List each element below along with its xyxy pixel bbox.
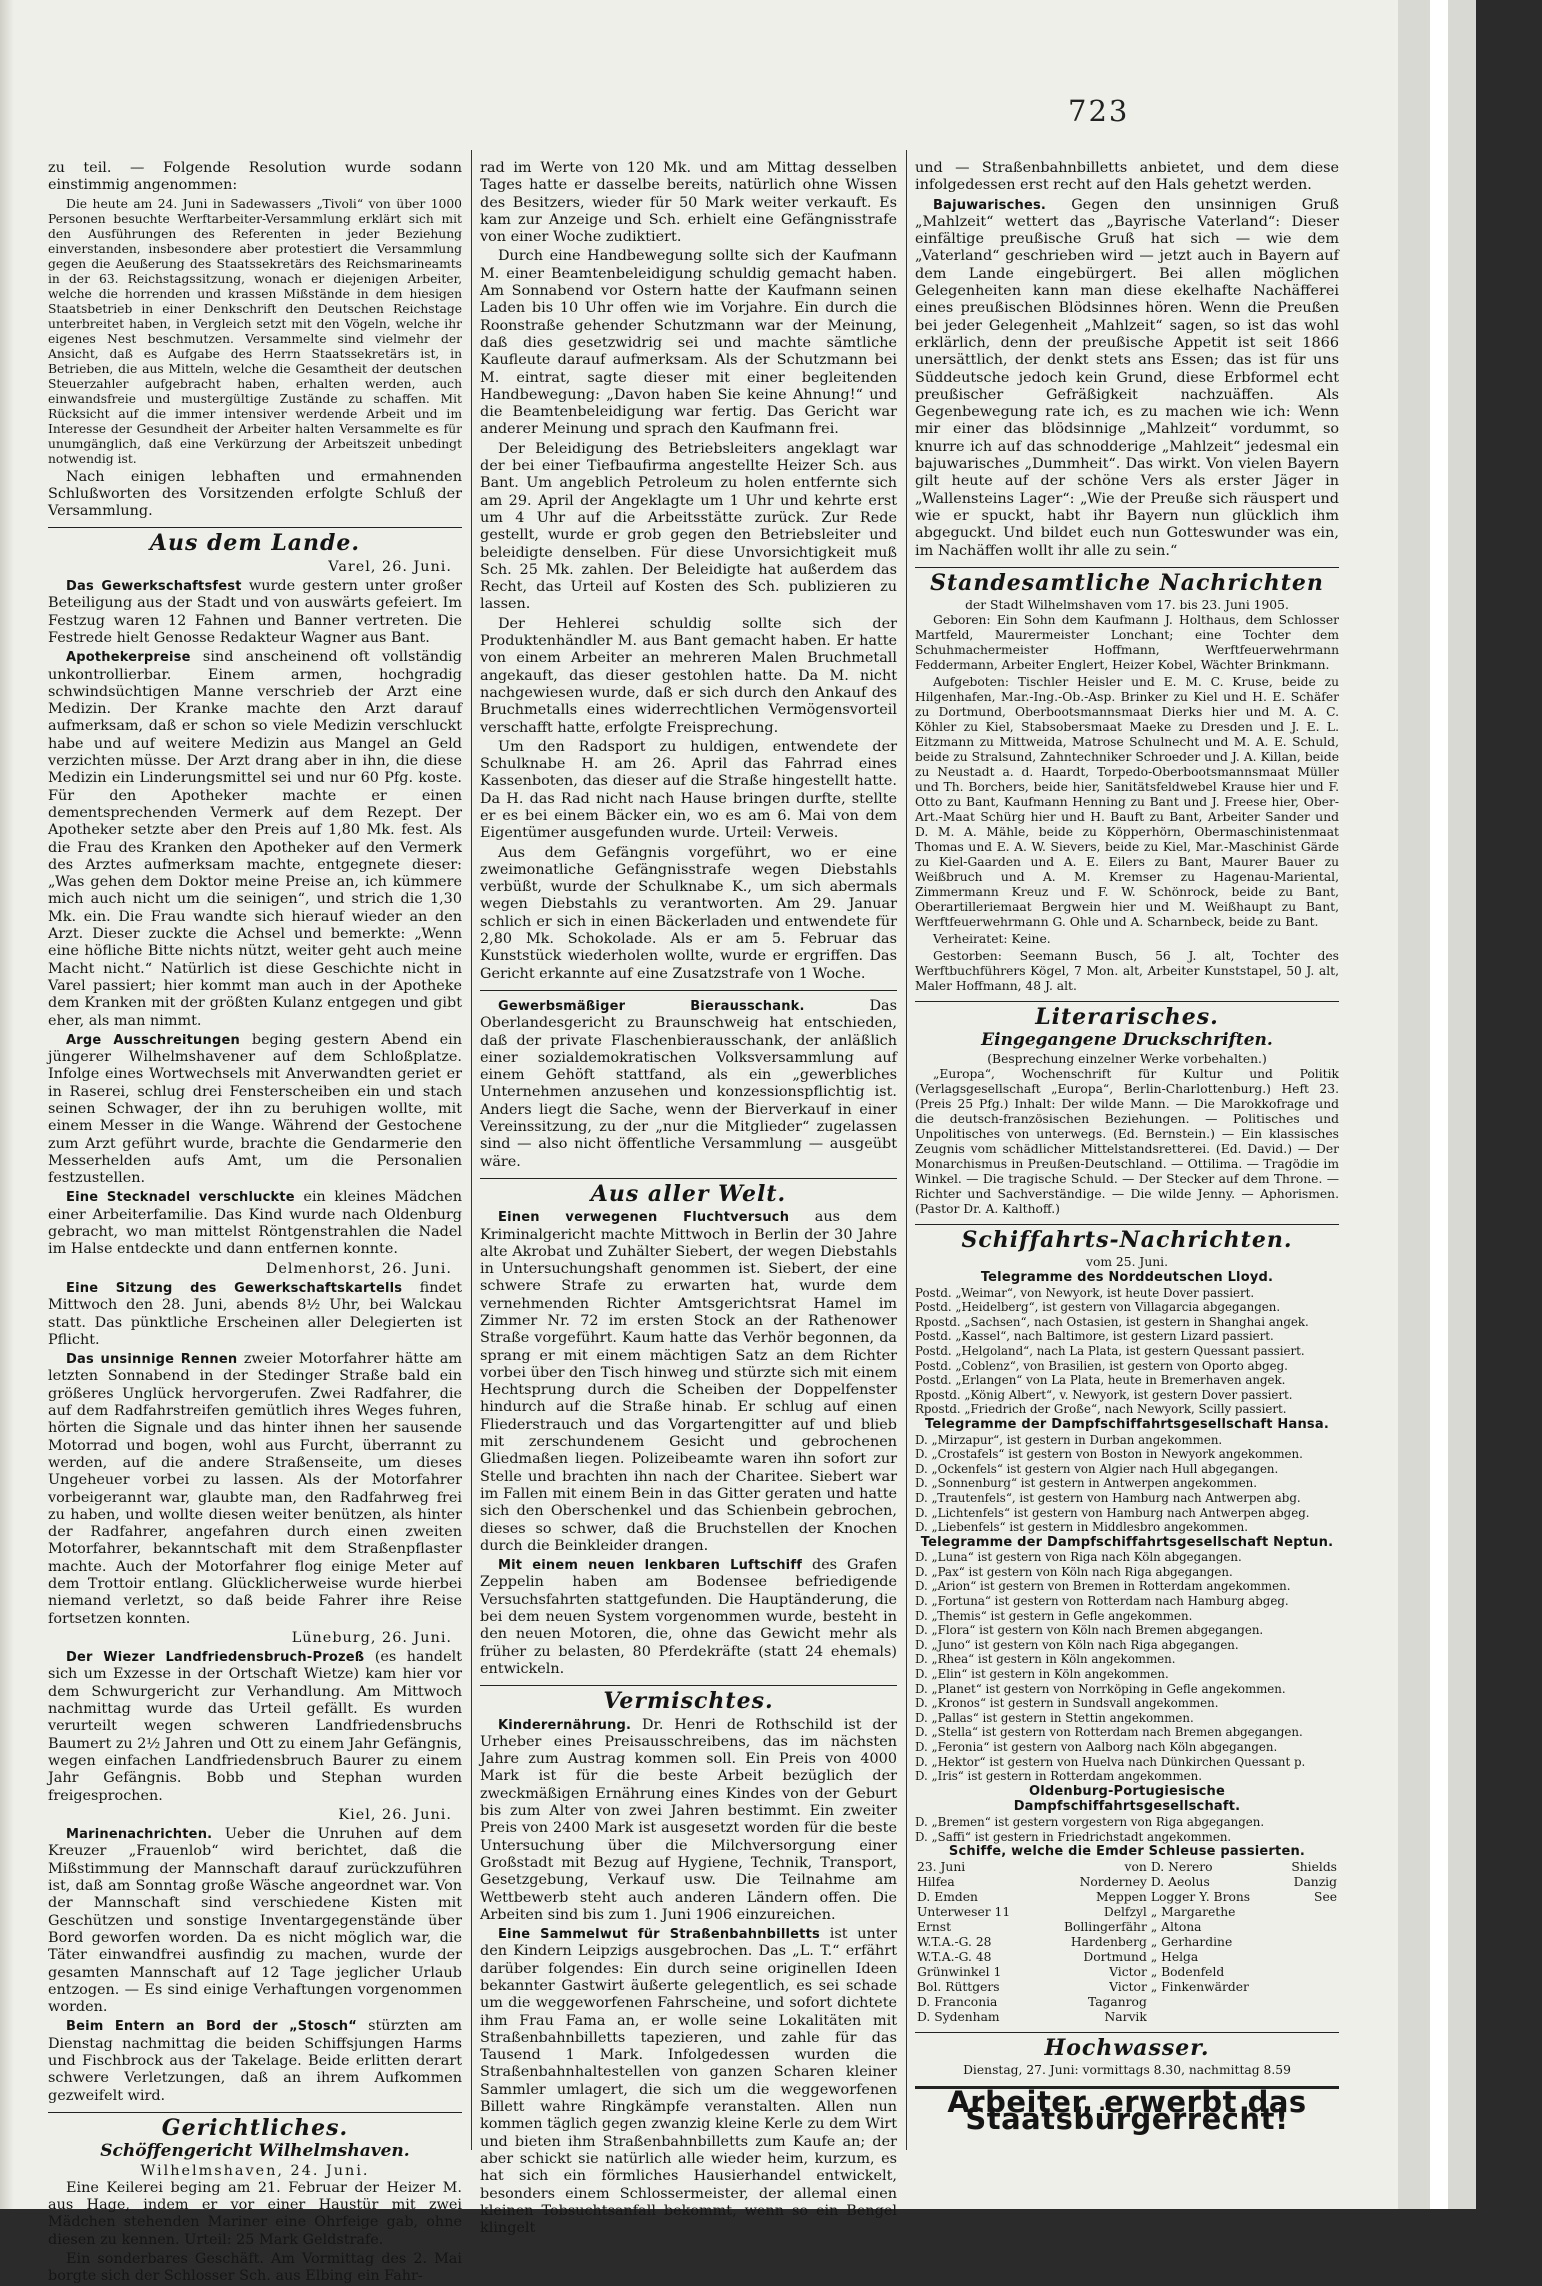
dateline-text: Lüneburg, 26. Juni. xyxy=(291,1629,452,1646)
dateline-text: Kiel, 26. Juni. xyxy=(338,1806,452,1823)
table-cell: „ Bodenfeld xyxy=(1150,1964,1225,1979)
standesamt-aufgeboten: Aufgeboten: Tischler Heisler und E. M. C. Kruse, beide zu Hilgenhafen, Mar.-Ing.-Ob.-Asp. Brinker zu Kiel und H. E. Schäfer zu Dortmund, Oberbootsmannsmaat Dierks hier und M. A. C. Köhler zu Kiel, Stabsobersmaat Maeke zu Dresden und J. E. L. Eitzmann zu Mittweida, Matrose Schulnecht und M. A. E. Schuld, beide zu Stralsund, Zahntechniker Schroeder und J. A. Killan, beide zu Neustadt a. d. Haardt, Torpedo-Oberbootsmannsmaat Müller und Th. Borchers, beide hier, Sanitätsfeldwebel Krause hier und F. Otto zu Bant, Kaufmann Henning zu Bant und J. Freese hier, Ober-Art.-Maat Schürg hier und H. Bauft zu Bant, Arbeiter Sander und D. M. A. Mähle, beide zu Köpperhörn, Obermaschinistenmaat Thomas und E. A. W. Sievers, beide zu Kiel, Mar.-Maschinist Gärde zu Kiel-Gaarden und A. E. Eilers zu Bant, Maurer Bauer zu Weißbruch und A. M. Kremser zu Hagenau-Mariental, Zimmermann Kreuz und F. W. Schönrock, beide zu Bant, Oberartilleriemaat Bergwein hier und M. Weißhaupt zu Bant, Werftfeuerwehrmann G. Ohle und A. Scharnbeck, beide zu Bant. xyxy=(915,675,1339,930)
table-cell: Bollingerfähr xyxy=(1063,1919,1147,1934)
paragraph: rad im Werte von 120 Mk. und am Mittag desselben Tages hatte er dasselbe bereits, natürlich ohne Wissen des Besitzers, wieder für 50 Mark weiter verkauft. Es kam zur Anzeige und Sch. erhielt eine Gefängnisstrafe von einer Woche zudiktiert. xyxy=(480,160,897,246)
list-item: Postd. „Weimar“, von Newyork, ist heute Dover passiert. xyxy=(915,1285,1255,1300)
table-row xyxy=(915,1965,1339,1980)
column-rule-right xyxy=(906,150,907,2150)
article-landfriedensbruch xyxy=(48,1649,462,1805)
table-cell: Danzig xyxy=(1293,1874,1337,1889)
table-cell: D. Emden xyxy=(917,1889,978,1904)
list-item: D. „Kronos“ ist gestern in Sundsvall angekommen. xyxy=(915,1696,1219,1711)
section-heading-standesamt: Standesamtliche Nachrichten xyxy=(930,569,1324,596)
column-1 xyxy=(48,160,463,2285)
article-beleidigung: Der Beleidigung des Betriebsleiters angeklagt war der bei einer Tiefbaufirma angestellte Heizer Sch. aus Bant. Um angeblich Petroleum zu holen entfernte sich am 29. April der Angeklagte um 1 Uhr und kehrte erst um 4 Uhr auf die Arbeitsstätte zurück. Zur Rede gestellt, wurde er grob gegen den Betriebsleiter und beleidigte denselben. Für diese Unvorsichtigkeit muß Sch. 25 Mk. zahlen. Der Beleidigte hat außerdem das Recht, das Urteil auf Kosten des Sch. publizieren zu lassen. xyxy=(480,440,897,613)
table-cell: Logger Y. Brons xyxy=(1150,1889,1251,1904)
paragraph: zu teil. — Folgende Resolution wurde sodann einstimmig angenommen: xyxy=(48,160,462,194)
article-lead: Gewerbsmäßiger Bierausschank. xyxy=(498,998,805,1014)
table-row xyxy=(915,1860,1339,1875)
article-keilerei: Eine Keilerei beging am 21. Februar der Heizer M. aus Hage, indem er vor einer Haustür mit zwei Mädchen stehenden Mariner eine Ohrfeige gab, ohne diesen zu kennen. Urteil: 25 Mark Geldstrafe. xyxy=(48,2179,462,2248)
article-lead: Kinderernährung. xyxy=(498,1717,632,1733)
section-heading-aus-aller-welt: Aus aller Welt. xyxy=(590,1180,787,1207)
list-item: Postd. „Heidelberg“, ist gestern von Villagarcia abgegangen. xyxy=(915,1300,1281,1315)
table-cell xyxy=(1277,1935,1339,1950)
table-cell: Hardenberg xyxy=(1070,1934,1147,1949)
table-row xyxy=(915,1905,1339,1920)
article-lead: Das Gewerkschaftsfest xyxy=(66,579,242,595)
section-heading-schiffahrt: Schiffahrts-Nachrichten. xyxy=(961,1226,1293,1253)
article-hehlerei: Der Hehlerei schuldig sollte sich der Produktenhändler M. aus Bant gemacht haben. Er hatte von einem Arbeiter an mehreren Malen Bruchmetall angekauft, das dieser gestohlen hatte. Da M. nicht nachgewiesen wurde, daß er sich durch den Ankauf des Bruchmetalls eines widerrechtlichen Vermögensvorteil verschafft hatte, erfolgte Freisprechung. xyxy=(480,615,897,736)
table-cell: D. Nerero xyxy=(1150,1859,1213,1874)
table-cell: „ Altona xyxy=(1150,1919,1202,1934)
table-row xyxy=(915,2010,1339,2025)
table-cell: 23. Juni xyxy=(917,1859,966,1874)
table-cell xyxy=(1277,1950,1339,1965)
article-body: zweier Motorfahrer hätte am letzten Sonnabend in der Stedinger Straße bald ein größeres Unglück hervorgerufen. Zwei Radfahrer, die auf dem Radfahrstreifen gemütlich ihres Weges fuhren, hörten die Signale und das hinter ihnen her sausende Motorrad und bogen, wohl aus Furcht, überrannt zu werden, auf die andere Straßenseite, um dieses Ungeheuer vorbei zu lassen. Als der Motorfahrer vorbeigerannt war, glaubte man, den Radfahrweg frei zu haben, und wollte diesen weiter benützen, als hinter der Radfahrer, angefahren durch einen zweiten Motorfahrer, bekanntschaft mit dem Straßenpflaster machte. Auch der Motorfahrer flog einige Meter auf dem Trottoir entlang. Glücklicherweise wurde hierbei niemand verletzt, so daß beide Fahrer ihre Reise fortsetzen konnten. xyxy=(48,1351,462,1627)
table-cell: Dortmund xyxy=(1083,1949,1147,1964)
telegram-heading-emden xyxy=(915,1844,1339,1860)
subheading-druckschriften: Eingegangene Druckschriften. xyxy=(981,1030,1273,1051)
table-cell: D. Aeolus xyxy=(1150,1874,1210,1889)
table-cell: D. Franconia xyxy=(917,1994,998,2009)
article-body: (es handelt sich um Exzesse in der Ortschaft Wietze) kam hier vor dem Schwurgericht zur Verhandlung. Am Mittwoch nachmittag wurde das Urteil gefällt. Es wurden verurteilt wegen schweren Landfriedensbruchs Baumert zu 2½ Jahren und Ott zu einem Jahr Gefängnis, wegen einfachen Landfriedensbruch Baurer zu einem Jahr Gefängnis. Bobb und Stephan wurden freigesprochen. xyxy=(48,1649,462,1804)
article-lead: Einen verwegenen Fluchtversuch xyxy=(498,1210,790,1226)
article-sonderbares-geschaeft: Ein sonderbares Geschäft. Am Vormittag des 2. Mai borgte sich der Schlosser Sch. aus Elbing ein Fahr- xyxy=(48,2250,462,2285)
slogan-banner: Arbeiter, erwerbt das Staatsbürgerrecht! xyxy=(915,2086,1339,2129)
telegram-heading-lloyd xyxy=(915,1270,1339,1286)
emden-schleuse-table xyxy=(915,1860,1339,2025)
section-divider xyxy=(48,2112,462,2113)
article-lead: Beim Entern an Bord der „Stosch“ xyxy=(66,2019,357,2035)
subheading-schoeffengericht: Schöffengericht Wilhelmshaven. xyxy=(100,2141,410,2162)
table-cell: „ Finkenwärder xyxy=(1150,1979,1249,1994)
telegram-heading-text: Telegramme des Norddeutschen Lloyd. xyxy=(980,1270,1274,1286)
hansa-list xyxy=(915,1433,1339,1535)
table-cell: Victor xyxy=(1109,1964,1147,1979)
dateline-text: Varel, 26. Juni. xyxy=(328,558,452,575)
article-lead: Apothekerpreise xyxy=(66,650,191,666)
dateline-varel xyxy=(48,559,452,576)
list-item: Postd. „Kassel“, nach Baltimore, ist gestern Lizard passiert. xyxy=(915,1329,1274,1344)
article-bierausschank xyxy=(480,998,897,1171)
list-item: Postd. „Helgoland“, nach La Plata, ist gestern Quessant passiert. xyxy=(915,1343,1305,1358)
article-unsinniges-rennen xyxy=(48,1351,462,1628)
paragraph: Nach einigen lebhaften und ermahnenden Schlußworten des Vorsitzenden erfolgte Schluß der Versammlung. xyxy=(48,468,462,520)
article-body: Gegen den unsinnigen Gruß „Mahlzeit“ wettert das „Bayrische Vaterland“: Dieser einfältige preußische Gruß hat sich — wie dem „Vaterland“ geschrieben wird — jetzt auch in Bayern auf dem Lande eingebürgert. Bei allen möglichen Gelegenheiten kann man diese ekelhafte Nachäfferei eines preußischen Blödsinnes hören. Wenn die Preußen bei jeder Gelegenheit „Mahlzeit“ sagen, so ist das wohl erklärlich, denn der preußische Appetit ist seit 1866 unersättlich, der denkt stets ans Essen; das ist für uns Süddeutsche jedoch kein Grund, diese Erbformel echt preußischer Gefräßigkeit nachzuäffen. Als Gegenbewegung rate ich, es zu machen wie ich: Wenn mir einer das blödsinnige „Mahlzeit“ vordummt, so knurre ich auf das schnodderige „Mahlzeit“ jedesmal ein bajuwarisches „Dummheit“. Das wirkt. Von vielen Bayern gilt heute auf der schöne Vers als erster Jäger in „Wallensteins Lager“: „Wie der Preuße sich räuspert und wie er spuckt, habt ihr Bayern nun glücklich ihm abgeguckt. Und bildet euch nun Gotteswunder was ein, im Nachäffen wollt ihr alle zu sein.“ xyxy=(915,196,1339,559)
article-body: wurde gestern unter großer Beteiligung aus der Stadt und von auswärts gefeiert. Im Festzug waren 12 Fahnen und Banner vertreten. Die Festrede hielt Genosse Redakteur Wagner aus Bant. xyxy=(48,578,463,646)
table-cell xyxy=(1277,2010,1339,2025)
dateline-kiel xyxy=(48,1807,452,1824)
article-luftschiff xyxy=(480,1557,897,1678)
list-item: D. „Flora“ ist gestern von Köln nach Bremen abgegangen. xyxy=(915,1623,1264,1638)
hochwasser-line: Dienstag, 27. Juni: vormittags 8.30, nachmittag 8.59 xyxy=(963,2063,1291,2078)
list-item: D. „Liebenfels“ ist gestern in Middlesbro angekommen. xyxy=(915,1520,1248,1535)
oldenburg-list xyxy=(915,1815,1339,1844)
section-divider xyxy=(915,2032,1339,2033)
table-cell: Unterweser 11 xyxy=(917,1904,1011,1919)
list-item: D. „Luna“ ist gestern von Riga nach Köln abgegangen. xyxy=(915,1550,1242,1565)
section-divider xyxy=(915,1224,1339,1225)
table-cell: W.T.A.-G. 28 xyxy=(917,1934,992,1949)
table-cell xyxy=(1149,2010,1277,2025)
section-divider xyxy=(480,1685,897,1686)
lloyd-list xyxy=(915,1286,1339,1417)
list-item: D. „Pax“ ist gestern von Köln nach Riga abgegangen. xyxy=(915,1564,1233,1579)
page-number: 723 xyxy=(1068,94,1130,128)
standesamt-geboren: Geboren: Ein Sohn dem Kaufmann J. Holthaus, dem Schlosser Martfeld, Maurermeister Lonchant; eine Tochter dem Schuhmachermeister Hoffmann, Werftfeuerwehrmann Feddermann, Arbeiter Englert, Heizer Kobel, Wächter Brinkmann. xyxy=(915,613,1339,673)
telegram-heading-text: Telegramme der Dampfschiffahrtsgesellschaft Neptun. xyxy=(920,1534,1334,1550)
column-rule-left xyxy=(471,150,472,2150)
section-heading-vermischtes: Vermischtes. xyxy=(603,1688,774,1715)
article-body: des Grafen Zeppelin haben am Bodensee befriedigende Versuchsfahrten stattgefunden. Die Hauptänderung, die bei dem neuen System vorgenommen wurde, besteht in den neuen Motoren, die, ohne das Gewicht mehr als früher zu belasten, 80 Pferdekräfte (statt 24 ehemals) entwickeln. xyxy=(480,1557,898,1677)
article-lead: Der Wiezer Landfriedensbruch-Prozeß xyxy=(66,1650,365,1666)
list-item: D. „Saffi“ ist gestern in Friedrichstadt angekommen. xyxy=(915,1829,1232,1844)
column-3 xyxy=(915,160,1339,2150)
dateline-text: Delmenhorst, 26. Juni. xyxy=(265,1260,452,1277)
list-item: D. „Juno“ ist gestern von Köln nach Riga abgegangen. xyxy=(915,1637,1239,1652)
article-gewerkschaftskartell xyxy=(48,1280,462,1349)
table-cell: Delfzyl xyxy=(1103,1904,1147,1919)
table-cell: „ Helga xyxy=(1150,1949,1199,1964)
list-item: Rpostd. „Sachsen“, nach Ostasien, ist gestern in Shanghai angek. xyxy=(915,1314,1309,1329)
table-cell xyxy=(1277,1980,1339,1995)
list-item: D. „Trautenfels“, ist gestern von Hamburg nach Antwerpen abg. xyxy=(915,1490,1301,1505)
list-item: Postd. „Erlangen“ von La Plata, heute in Bremerhaven angek. xyxy=(915,1373,1286,1388)
telegram-heading-neptun xyxy=(915,1535,1339,1551)
list-item: D. „Ockenfels“ ist gestern von Algier nach Hull abgegangen. xyxy=(915,1461,1279,1476)
list-item: D. „Planet“ ist gestern von Norrköping in Gefle angekommen. xyxy=(915,1681,1286,1696)
list-item: D. „Arion“ ist gestern von Bremen in Rotterdam angekommen. xyxy=(915,1579,1291,1594)
standesamt-gestorben: Gestorben: Seemann Busch, 56 J. alt, Tochter des Werftbuchführers Kögel, 7 Mon. alt, Arbeiter Kunststapel, 50 J. alt, Maler Hoffmann, 48 J. alt. xyxy=(915,949,1339,994)
table-cell xyxy=(1277,1920,1339,1935)
list-item: D. „Hektor“ ist gestern von Huelva nach Dünkirchen Quessant p. xyxy=(915,1754,1306,1769)
section-heading-gerichtliches: Gerichtliches. xyxy=(161,2114,349,2141)
list-item: D. „Crostafels“ ist gestern von Boston in Newyork angekommen. xyxy=(915,1447,1303,1462)
section-divider xyxy=(480,990,897,991)
article-lead: Mit einem neuen lenkbaren Luftschiff xyxy=(498,1558,803,1574)
telegram-heading-text: Schiffe, welche die Emder Schleuse passierten. xyxy=(948,1844,1306,1860)
table-cell: von xyxy=(1124,1859,1147,1874)
druckschriften-text: „Europa“, Wochenschrift für Kultur und Politik (Verlagsgesellschaft „Europa“, Berlin-Charlottenburg.) Heft 23. (Preis 25 Pfg.) Inhalt: Der wilde Mann. — Die Marokkofrage und die deutsch-französischen Beziehungen. — Politisches und Unpolitisches von unterwegs. (Ed. Bernstein.) — Ein klassisches Zeugnis vom schädlicher Mittelstandsretterei. (Ed. David.) — Der Monarchismus in Preußen-Deutschland. — Ottilima. — Tragödie im Winkel. — Die tragische Schuld. — Der Stecker auf dem Throne. — Richter und Sachverständige. — Die wilde Jenny. — Aphorismen. (Pastor Dr. A. Kalthoff.) xyxy=(915,1066,1339,1216)
article-body: ist unter den Kindern Leipzigs ausgebrochen. Das „L. T.“ erfährt darüber folgendes: Ein durch seine originellen Ideen bekannter Gastwirt äußerte gelegentlich, es sei schade um die weggeworfenen Fahrscheine, und sofort dichtete ihm Frau Fama an, er wolle seine Lokalitäten mit Straßenbahnbilletts tapezieren, und zahle für das Tausend 1 Mark. Infolgedessen wurden die Straßenbahnhaltestellen von ganzen Scharen kleiner Sammler umlagert, die sich um die weggeworfenen Billett wahre Ringkämpfe veranstalten. Allen nun kommen täglich gegen zwanzig kleine Kerle zu dem Wirt und bieten ihm Straßenbahnbilletts zum Kaufe an; der aber schickt sie natürlich alle wieder heim, kurzum, es hat sich ein förmliches Hausierhandel entwickelt, besonders einem Schlossermeister, der allemal einen kleinen Tobsuchtsanfall bekommt, wenn so ein Bengel klingelt xyxy=(480,1926,897,2237)
article-body: ein kleines Mädchen einer Arbeiterfamilie. Das Kind wurde nach Oldenburg gebracht, wo man mittelst Röntgenstrahlen die Nadel im Halse entdeckte und dann entfernen konnte. xyxy=(48,1189,462,1258)
table-row xyxy=(915,1950,1339,1965)
article-body: stürzten am Dienstag nachmittag die beiden Schiffsjungen Harms und Fischbrock aus der Takelage. Beide erlitten derart schwere Verletzungen, daß an ihrem Aufkommen gezweifelt wird. xyxy=(48,2018,462,2104)
list-item: D. „Fortuna“ ist gestern von Rotterdam nach Hamburg abgeg. xyxy=(915,1594,1289,1609)
table-row xyxy=(915,1875,1339,1890)
article-handbewegung: Durch eine Handbewegung sollte sich der Kaufmann M. einer Beamtenbeleidigung schuldig gemacht haben. Am Sonnabend vor Ostern hatte der Kaufmann seinen Laden bis 10 Uhr offen wie im Vorjahre. Ein durch die Roonstraße gehender Schutzmann war der Meinung, daß dies gesetzwidrig sei und machte sämtliche Kaufleute darauf aufmerksam. Als der Schutzmann bei M. eintrat, sagte dieser mit einer begleitenden Handbewegung: „Davon haben Sie keine Ahnung!“ und die Beamtenbeleidigung war fertig. Das Gericht war anderer Meinung und sprach den Kaufmann frei. xyxy=(480,248,897,438)
article-lead: Eine Sammelwut für Straßenbahnbilletts xyxy=(498,1927,820,1943)
table-row xyxy=(915,1890,1339,1905)
list-item: D. „Rhea“ ist gestern in Köln angekommen. xyxy=(915,1652,1176,1667)
dateline-wilhelmshaven xyxy=(48,2163,462,2180)
article-lead: Eine Stecknadel verschluckte xyxy=(66,1190,295,1206)
article-lead: Eine Sitzung des Gewerkschaftskartells xyxy=(66,1280,403,1296)
section-heading-hochwasser: Hochwasser. xyxy=(1044,2034,1210,2061)
table-row xyxy=(915,1935,1339,1950)
section-heading-aus-dem-lande: Aus dem Lande. xyxy=(149,530,361,557)
list-item: Rpostd. „Friedrich der Große“, nach Newyork, Scilly passiert. xyxy=(915,1402,1287,1417)
article-fluchtversuch xyxy=(480,1209,897,1555)
column-2 xyxy=(480,160,898,2237)
article-apothekerpreise xyxy=(48,649,462,1030)
telegram-heading-text: Oldenburg-Portugiesische Dampfschiffahrtsgesellschaft. xyxy=(1013,1783,1241,1815)
article-marinenachrichten xyxy=(48,1826,462,2016)
telegram-heading-hansa xyxy=(915,1417,1339,1433)
table-cell: Norderney xyxy=(1079,1874,1147,1889)
table-cell: D. Sydenham xyxy=(917,2009,1000,2024)
table-cell: Meppen xyxy=(1096,1889,1147,1904)
table-cell: Narvik xyxy=(1104,2009,1147,2024)
article-body: sind anscheinend oft vollständig unkontrollierbar. Einem armen, hochgradig schwindsüchtigen Manne verschrieb der Arzt eine Medizin. Der Kranke machte den Arzt darauf aufmerksam, daß er schon so viele Medizin verschluckt habe und auf weitere Medizin aus Mangel an Geld verzichten müsse. Der Arzt drang aber in ihn, die diese Medizin ein Linderungsmittel sei und nur 60 Pfg. koste. Für den Apotheker machte er einen dementsprechenden Vermerk auf dem Rezept. Der Apotheker setzte aber den Preis auf 1,80 Mk. fest. Als die Frau des Kranken den Apotheker auf den Vermerk des Arztes aufmerksam machte, entgegnete dieser: „Was gehen dem Doktor meine Preise an, ich kümmere mich auch nicht um die seinigen“, und strich die 1,30 Mk. ein. Die Frau wandte sich hierauf wieder an den Arzt. Dieser zuckte die Achsel und bemerkte: „Wenn eine höfliche Bitte nichts nützt, weiter geht auch meine Macht nicht.“ Natürlich ist diese Geschichte nicht in Varel passiert; hier kommt man auch in der Apotheke dem Kranken mit der größten Kulanz entgegen und gibt eher, als man nimmt. xyxy=(48,649,462,1029)
table-cell: Shields xyxy=(1291,1859,1337,1874)
list-item: D. „Elin“ ist gestern in Köln angekommen. xyxy=(915,1667,1169,1682)
section-divider xyxy=(915,1001,1339,1002)
page-edge-highlight xyxy=(1430,0,1448,2209)
table-cell: Ernst xyxy=(917,1919,952,1934)
article-gefaengnis: Aus dem Gefängnis vorgeführt, wo er eine zweimonatliche Gefängnisstrafe wegen Diebstahls verbüßt, wurde der Schulknabe K., um sich abermals wegen Diebstahls zu verantworten. Am 29. Januar schlich er sich in einen Bäckerladen und entwendete für 2,80 Mk. Schokolade. Als er am 5. Februar das Kunststück wiederholen wollte, wurde er ergriffen. Das Gericht erkannte auf eine Zusatzstrafe von 1 Woche. xyxy=(480,844,897,982)
table-row xyxy=(915,1980,1339,1995)
table-cell xyxy=(1149,1995,1277,2010)
article-lead: Marinenachrichten. xyxy=(66,1827,213,1843)
paragraph: und — Straßenbahnbilletts anbietet, und dem diese infolgedessen erst recht auf den Hals gehetzt werden. xyxy=(915,160,1339,194)
section-divider xyxy=(48,527,462,528)
article-body: findet Mittwoch den 28. Juni, abends 8½ Uhr, bei Walckau statt. Das pünktliche Erscheinen aller Delegierten ist Pflicht. xyxy=(48,1279,463,1348)
table-cell: Grünwinkel 1 xyxy=(917,1964,1002,1979)
article-lead: Das unsinnige Rennen xyxy=(66,1352,238,1368)
list-item: Postd. „Coblenz“, von Brasilien, ist gestern von Oporto abgeg. xyxy=(915,1358,1288,1373)
article-lead: Arge Ausschreitungen xyxy=(66,1032,240,1048)
dateline-text: Wilhelmshaven, 24. Juni. xyxy=(140,2162,370,2179)
list-item: Rpostd. „König Albert“, v. Newyork, ist gestern Dover passiert. xyxy=(915,1387,1293,1402)
standesamt-verheiratet: Verheiratet: Keine. xyxy=(933,932,1051,947)
table-cell: Taganrog xyxy=(1087,1994,1147,2009)
table-cell: See xyxy=(1314,1889,1337,1904)
table-cell: „ Margarethe xyxy=(1150,1904,1236,1919)
resolution-text: Die heute am 24. Juni in Sadewassers „Tivoli“ von über 1000 Personen besuchte Werftarbeiter-Versammlung erklärt sich mit den Ausführungen des Referenten in jeder Beziehung einverstanden, insbesondere aber protestiert die Versammlung gegen die Aeußerung des Staatssekretärs des Reichsmarineamts in der 63. Reichstagssitzung, wonach er diejenigen Arbeiter, welche die horrenden und krassen Mißstände in dem hiesigen Staatsbetrieb in einer Denkschrift den Deutschen Reichstage unterbreitet haben, in Vergleich setzt mit den Vögeln, welche ihr eigenes Nest beschmutzen. Versammelte sind vielmehr der Ansicht, daß es Aufgabe des Herrn Staatssekretärs ist, in Betrieben, die aus Mitteln, welche die Gesamtheit der deutschen Steuerzahler aufgebracht haben, erhalten werden, auch einwandsfreie und mustergültige Zustände zu schaffen. Mit Rücksicht auf die immer intensiver werdende Arbeit und im Interesse der Gesundheit der Arbeiter halten Versammelte es für unumgänglich, daß eine Verkürzung der Arbeitszeit unbedingt notwendig ist. xyxy=(48,196,462,466)
article-stecknadel xyxy=(48,1189,462,1258)
standesamt-subtitle: der Stadt Wilhelmshaven vom 17. bis 23. Juni 1905. xyxy=(965,598,1289,613)
list-item: D. „Bremen“ ist gestern vorgestern von Riga abgegangen. xyxy=(915,1814,1265,1829)
section-divider xyxy=(480,1178,897,1179)
article-body: beging gestern Abend ein jüngerer Wilhelmshavener auf dem Schloßplatze. Infolge eines Wortwechsels mit Anverwandten geriet er in Raserei, schlug drei Fensterscheiben ein und stach seinen Schwager, der ihn zu beruhigen wollte, mit einem Messer in die Wange. Während der Gestochene zum Arzt geführt wurde, brachte die Gendarmerie den Messerhelden aufs Amt, um die Personalien festzustellen. xyxy=(48,1031,462,1187)
article-body: aus dem Kriminalgericht machte Mittwoch in Berlin der 30 Jahre alte Akrobat und Zuhälter Siebert, der wegen Diebstahls in Untersuchungshaft genommen ist. Siebert, der eine schwere Strafe zu erwarten hat, wurde dem vernehmenden Richter Amtsgerichtsrat Hamel im Zimmer Nr. 72 im ersten Stock an der Rathenower Straße vorgeführt. Kaum hatte das Verhör begonnen, da sprang er mit einem mächtigen Satz an dem Richter vorbei über den Tisch hinweg und stürzte sich mit einem Hechtsprung durch die Scheiben der Doppelfenster hindurch auf die Straße hinab. Er schlug auf einen Fliederstrauch und das Vorgartengitter auf und blieb mit zerschundenem Gesicht und gebrochenen Gliedmaßen liegen. Polizeibeamte waren ihn sofort zur Stelle und brachten ihn nach der Charitee. Siebert war im Fallen mit einem Bein in das Gitter geraten und hatte sich den Oberschenkel und das Schienbein gebrochen, dieses so schwer, daß die Bruchstellen der Knochen durch die Beinkleider drangen. xyxy=(480,1209,897,1554)
table-row xyxy=(915,1995,1339,2010)
table-cell xyxy=(1277,1905,1339,1920)
table-cell xyxy=(1277,1965,1339,1980)
article-body: Dr. Henri de Rothschild ist der Urheber eines Preisausschreibens, das im nächsten Jahre zum Austrag kommen soll. Ein Preis von 4000 Mark ist für die beste Arbeit bezüglich der zweckmäßigen Ernährung eines Kindes von der Geburt bis zum Alter von zwei Jahren bestimmt. Ein zweiter Preis von 2400 Mark ist ausgesetzt worden für die beste Untersuchung über die Milchversorgung einer Großstadt mit Bezug auf Hygiene, Technik, Transport, Gesetzgebung, Verkauf usw. Die Teilnahme am Wettbewerb steht auch anderen Ländern offen. Die Arbeiten sind bis zum 1. Juni 1906 einzureichen. xyxy=(480,1716,897,1923)
telegram-heading-text: Telegramme der Dampfschiffahrtsgesellschaft Hansa. xyxy=(925,1416,1329,1432)
table-cell: „ Gerhardine xyxy=(1150,1934,1233,1949)
page-binding-shadow xyxy=(0,0,14,2209)
emden-table-body xyxy=(915,1860,1339,2025)
neptun-list xyxy=(915,1550,1339,1784)
table-cell: Hilfea xyxy=(917,1874,955,1889)
article-kinderernaehrung xyxy=(480,1717,897,1925)
article-stosch xyxy=(48,2018,462,2104)
article-radsport: Um den Radsport zu huldigen, entwendete der Schulknabe H. am 26. April das Fahrrad eines Kassenboten, das dieser auf die Straße hingestellt hatte. Da H. das Rad nicht nach Hause bringen durfte, stellte er es bei einem Bäcker ein, wo es am 6. Mai von dem Eigentümer ausgefunden wurde. Urteil: Verweis. xyxy=(480,738,897,842)
schiffahrt-date: vom 25. Juni. xyxy=(1086,1255,1168,1270)
telegram-heading-oldenburg xyxy=(915,1784,1339,1815)
article-sammelwut xyxy=(480,1926,897,2237)
article-gewerkschaftsfest xyxy=(48,578,462,647)
article-body: Ueber die Unruhen auf dem Kreuzer „Frauenlob“ wird berichtet, daß die Mißstimmung der Mannschaft darauf zurückzuführen ist, daß am Sonntag große Wäsche angeordnet war. Von der Mannschaft sind verschiedene Kisten mit Geschützen und sonstige Inventargegenstände über Bord geworfen worden. Da es nicht möglich war, die Täter einwandfrei ausfindig zu machen, wurde der gesamten Mannschaft auf 12 Tage jeglicher Urlaub entzogen. — Es sind einige Verhaftungen vorgenommen worden. xyxy=(48,1826,462,2016)
list-item: D. „Iris“ ist gestern in Rotterdam angekommen. xyxy=(915,1769,1203,1784)
list-item: D. „Stella“ ist gestern von Rotterdam nach Bremen abgegangen. xyxy=(915,1725,1303,1740)
table-cell: W.T.A.-G. 48 xyxy=(917,1949,992,1964)
article-body: Das Oberlandesgericht zu Braunschweig hat entschieden, daß der private Flaschenbierausschank, der anläßlich einer sozialdemokratischen Volksversammlung auf einem Gehöft stattfand, als ein „gewerbliches Unternehmen anzusehen und konzessionspflichtig ist. Anders liegt die Sache, wenn der Bierverkauf in einer Vereinssitzung, zu der „nur die Mitglieder“ zugelassen sind — also nicht öffentliche Versammlung — ausgeübt wäre. xyxy=(480,997,897,1170)
section-heading-literarisches: Literarisches. xyxy=(1035,1004,1219,1031)
list-item: D. „Mirzapur“, ist gestern in Durban angekommen. xyxy=(915,1432,1223,1447)
list-item: D. „Feronia“ ist gestern von Aalborg nach Köln abgegangen. xyxy=(915,1740,1278,1755)
list-item: D. „Lichtenfels“ ist gestern von Hamburg nach Antwerpen abgeg. xyxy=(915,1505,1310,1520)
table-row xyxy=(915,1920,1339,1935)
druckschriften-note: (Besprechung einzelner Werke vorbehalten.) xyxy=(987,1051,1267,1066)
list-item: D. „Pallas“ ist gestern in Stettin angekommen. xyxy=(915,1710,1194,1725)
article-ausschreitungen xyxy=(48,1032,462,1188)
table-cell xyxy=(1277,1995,1339,2010)
dateline-delmenhorst xyxy=(48,1261,452,1278)
article-lead: Bajuwarisches. xyxy=(933,197,1047,213)
table-cell: Victor xyxy=(1109,1979,1147,1994)
list-item: D. „Sonnenburg“ ist gestern in Antwerpen angekommen. xyxy=(915,1476,1258,1491)
section-divider xyxy=(915,567,1339,568)
article-bajuwarisches xyxy=(915,197,1339,560)
list-item: D. „Themis“ ist gestern in Gefle angekommen. xyxy=(915,1608,1193,1623)
table-cell: Bol. Rüttgers xyxy=(917,1979,1000,1994)
dateline-lueneburg xyxy=(48,1630,452,1647)
